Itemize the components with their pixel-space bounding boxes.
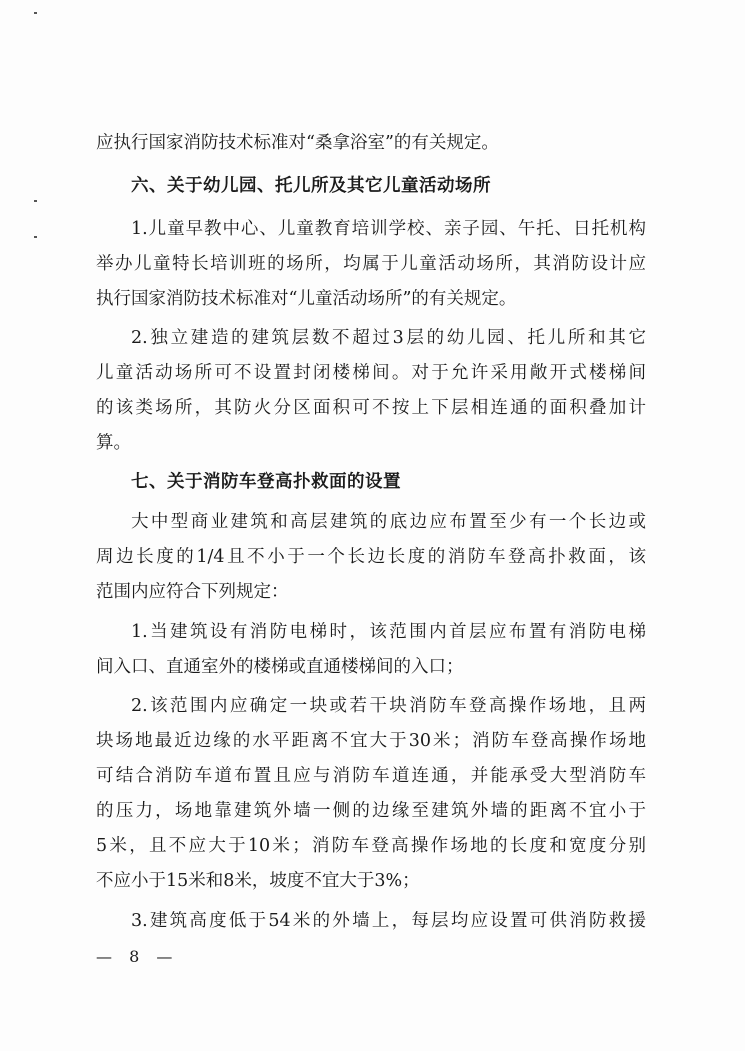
paragraph-line: 周边长度的1/4且不小于一个长边长度的消防车登高扑救面，该 xyxy=(96,547,646,567)
paragraph-line: 算。 xyxy=(96,433,131,453)
paragraph-line: 应执行国家消防技术标准对“桑拿浴室”的有关规定。 xyxy=(96,133,499,153)
paragraph-line: 1.儿童早教中心、儿童教育培训学校、亲子园、午托、日托机构 xyxy=(131,219,646,239)
paragraph-line: 3.建筑高度低于54米的外墙上，每层均应设置可供消防救援 xyxy=(131,911,646,931)
scan-edge-mark xyxy=(34,200,37,202)
paragraph-line: 不应小于15米和8米，坡度不宜大于3%； xyxy=(96,871,420,891)
paragraph-line: 的压力，场地靠建筑外墙一侧的边缘至建筑外墙的距离不宜小于 xyxy=(96,801,646,821)
page-number: — 8 — xyxy=(96,947,179,966)
scan-edge-mark xyxy=(34,12,37,14)
paragraph-line: 举办儿童特长培训班的场所，均属于儿童活动场所，其消防设计应 xyxy=(96,254,646,274)
paragraph-line: 间入口、直通室外的楼梯或直通楼梯间的入口； xyxy=(96,657,464,677)
scan-edge-mark xyxy=(34,236,37,238)
paragraph-line: 5米，且不应大于10米；消防车登高操作场地的长度和宽度分别 xyxy=(96,836,646,856)
paragraph-line: 的该类场所，其防火分区面积可不按上下层相连通的面积叠加计 xyxy=(96,398,646,418)
paragraph-line: 1.当建筑设有消防电梯时，该范围内首层应布置有消防电梯 xyxy=(131,622,646,642)
paragraph-line: 2.独立建造的建筑层数不超过3层的幼儿园、托儿所和其它 xyxy=(131,328,646,348)
paragraph-line: 执行国家消防技术标准对“儿童活动场所”的有关规定。 xyxy=(96,289,517,309)
paragraph-line: 块场地最近边缘的水平距离不宜大于30米；消防车登高操作场地 xyxy=(96,731,646,751)
section-heading-six: 六、关于幼儿园、托儿所及其它儿童活动场所 xyxy=(131,176,491,196)
paragraph-line: 2.该范围内应确定一块或若干块消防车登高操作场地，且两 xyxy=(131,696,646,716)
paragraph-line: 可结合消防车道布置且应与消防车道连通，并能承受大型消防车 xyxy=(96,766,646,786)
paragraph-line: 儿童活动场所可不设置封闭楼梯间。对于允许采用敞开式楼梯间 xyxy=(96,363,646,383)
section-heading-seven: 七、关于消防车登高扑救面的设置 xyxy=(131,472,401,492)
paragraph-line: 范围内应符合下列规定： xyxy=(96,582,289,602)
paragraph-line: 大中型商业建筑和高层建筑的底边应布置至少有一个长边或 xyxy=(131,512,646,532)
